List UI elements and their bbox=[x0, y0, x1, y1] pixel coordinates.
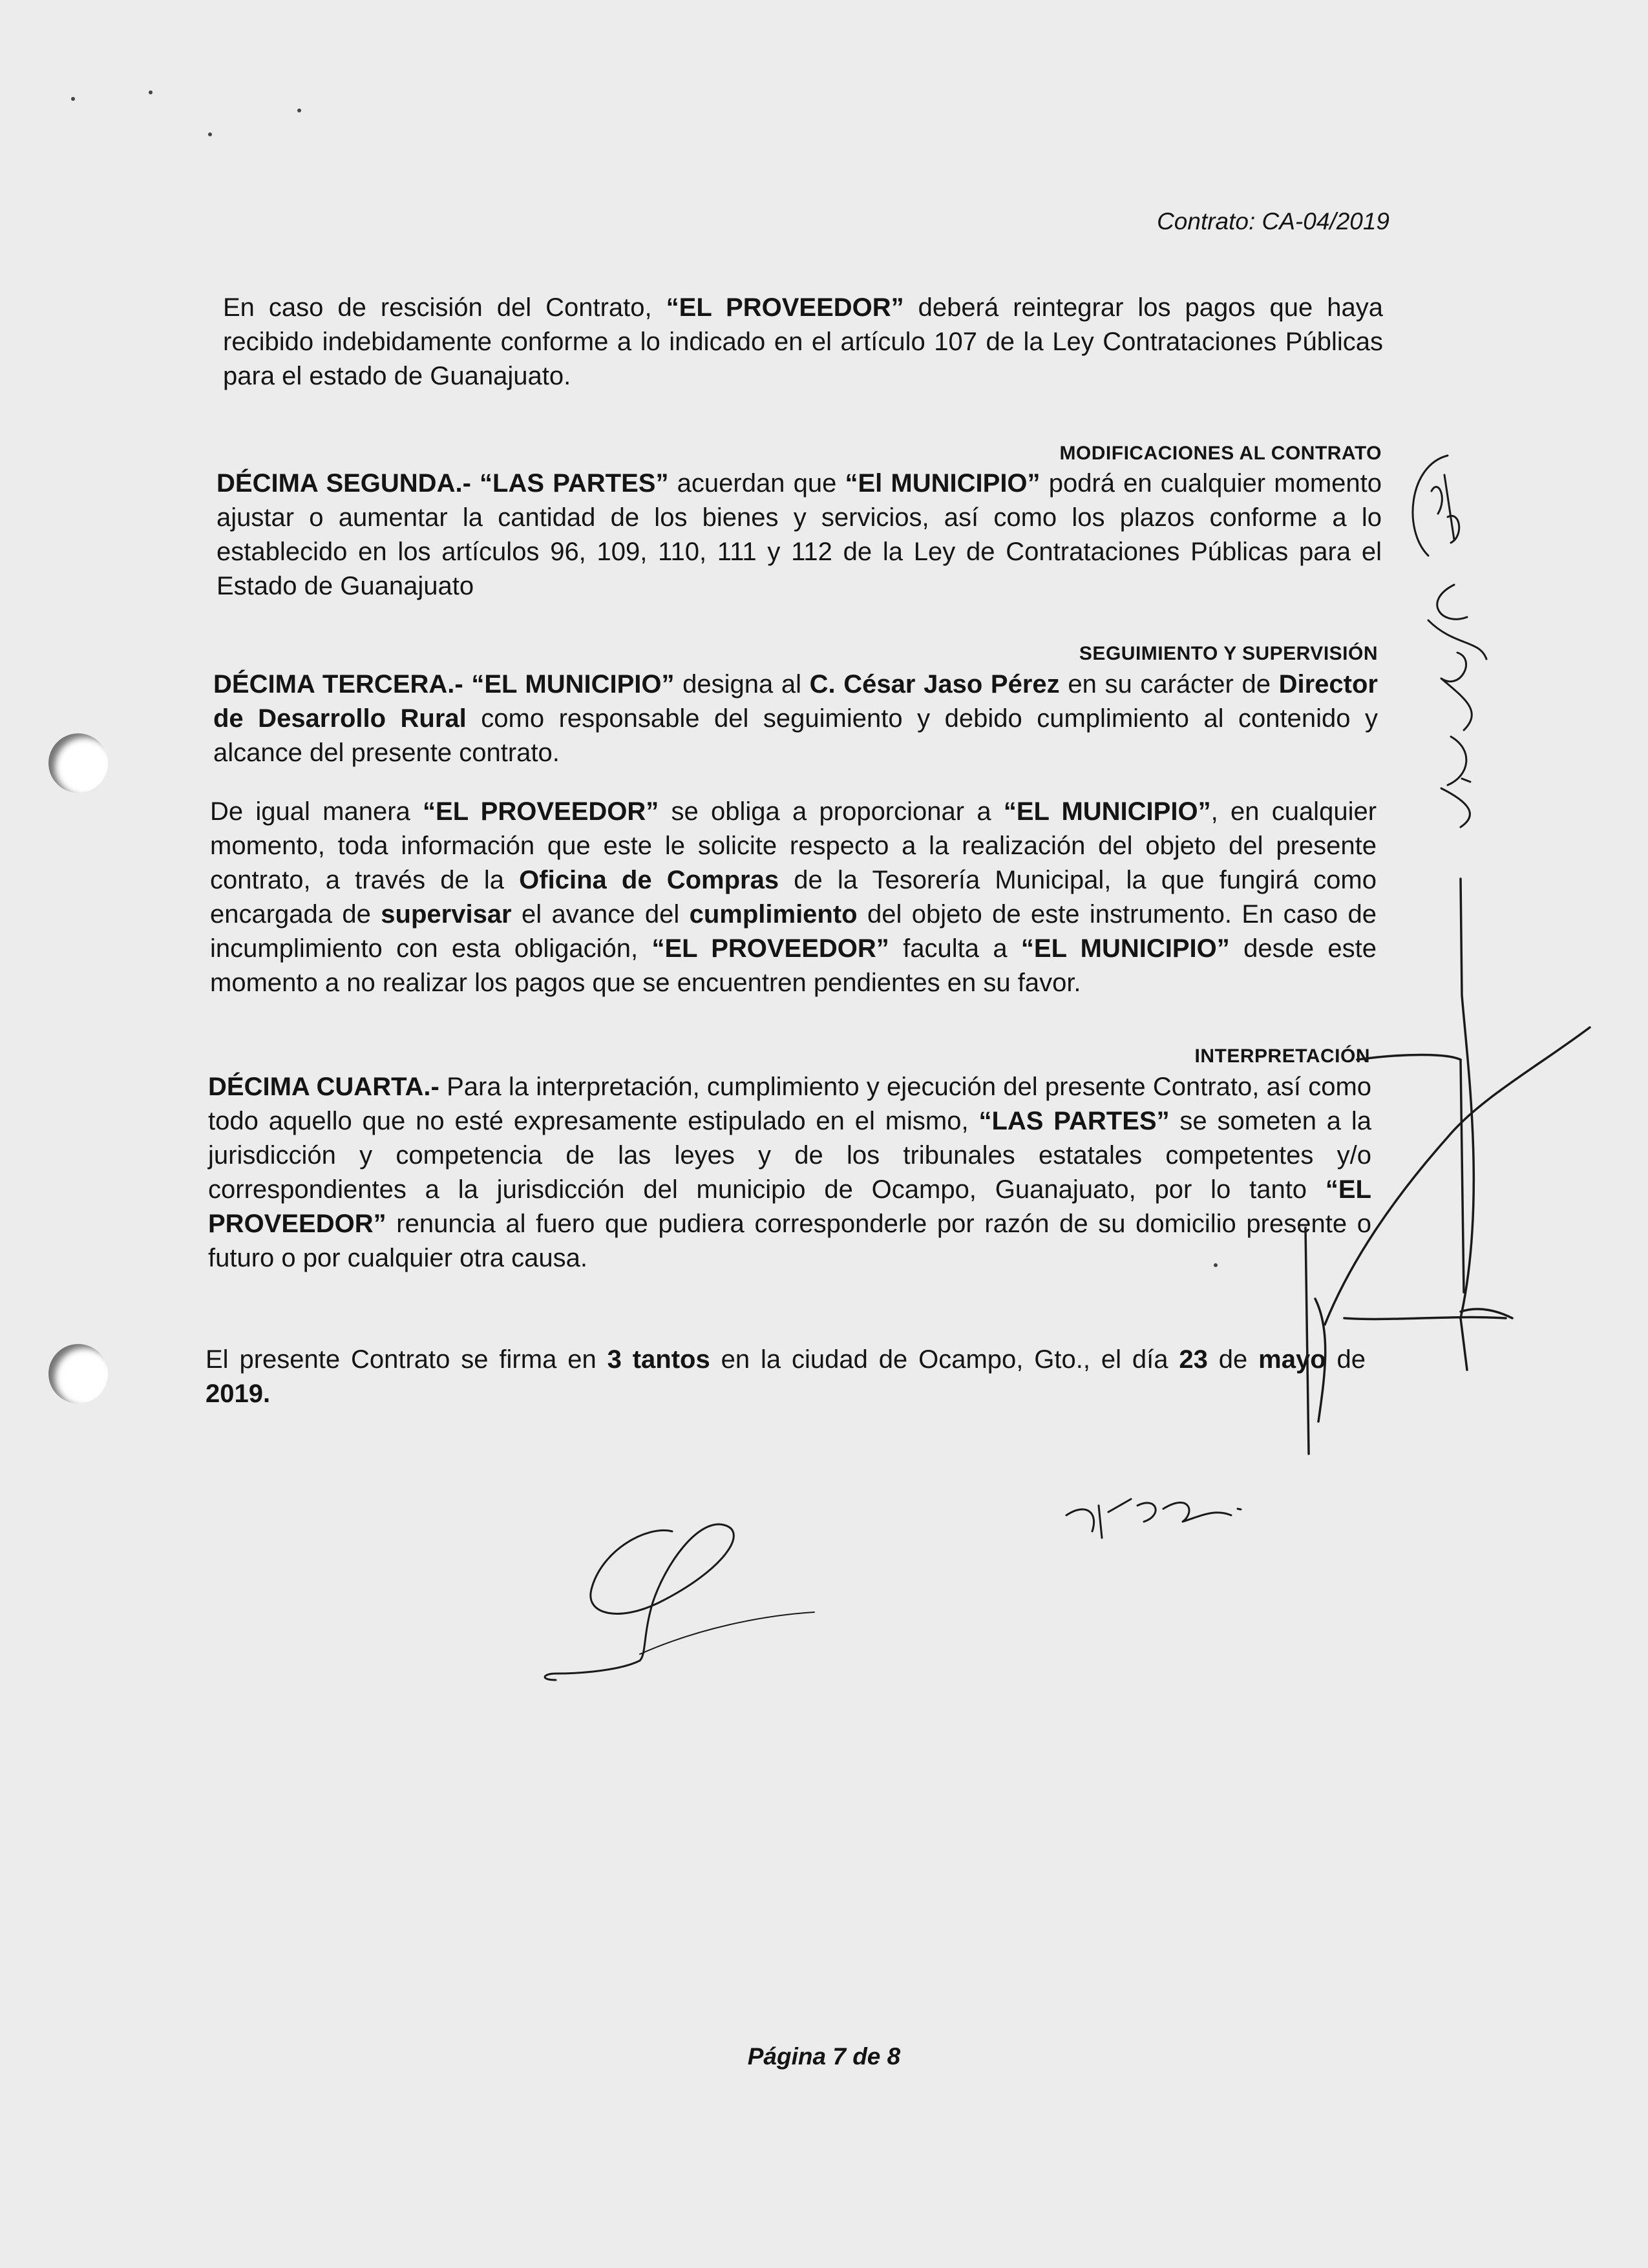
rescission-paragraph: En caso de rescisión del Contrato, “EL PROVEEDOR” deberá reintegrar los pagos que haya recibido indebidamente conforme a lo indicado en el artículo 107 de la Ley Contrataciones Públicas para el estado de Guanajuato. bbox=[223, 293, 1383, 390]
margin-signature bbox=[1413, 456, 1486, 827]
lower-signature bbox=[545, 1524, 814, 1680]
clause-decima-tercera: DÉCIMA TERCERA.- “EL MUNICIPIO” designa al C. César Jaso Pérez en su carácter de Director de Desarrollo Rural como responsable del seguimiento y debido cumplimiento al contenido y alcance del presente contrato. bbox=[213, 670, 1378, 767]
contract-number: Contrato: CA-04/2019 bbox=[1157, 208, 1389, 235]
page-footer: Página 7 de 8 bbox=[747, 2043, 901, 2070]
closing-paragraph: El presente Contrato se firma en 3 tantos en la ciudad de Ocampo, Gto., el día 23 de mayo de 2019. bbox=[206, 1345, 1366, 1408]
initials-signature bbox=[1066, 1499, 1241, 1538]
clause-decima-cuarta: DÉCIMA CUARTA.- Para la interpretación, cumplimiento y ejecución del presente Contrato, así como todo aquello que no esté expresamente estipulado en el mismo, “LAS PARTES” se someten a la jurisdicción y competencia de las leyes y de los tribunales estatales competentes y/o correspondientes a la jurisdicción del municipio de Ocampo, Guanajuato, por lo tanto “EL PROVEEDOR” renuncia al fuero que pudiera corresponderle por razón de su domicilio presente o futuro o por cualquier otra causa. bbox=[208, 1073, 1372, 1272]
clause-decima-tercera-paragraph-2: De igual manera “EL PROVEEDOR” se obliga a proporcionar a “EL MUNICIPIO”, en cualquier momento, toda información que este le solicite respecto a la realización del objeto del presente contrato, a través de la Oficina de Compras de la Tesorería Municipal, la que fungirá como encargada de supervisar el avance del cumplimiento del objeto de este instrumento. En caso de incumplimiento con esta obligación, “EL PROVEEDOR” faculta a “EL MUNICIPIO” desde este momento a no realizar los pagos que se encuentren pendientes en su favor. bbox=[210, 797, 1377, 997]
cross-out-strokes bbox=[1305, 879, 1590, 1454]
clause-decima-segunda: DÉCIMA SEGUNDA.- “LAS PARTES” acuerdan que “El MUNICIPIO” podrá en cualquier momento ajustar o aumentar la cantidad de los bienes y servicios, así como los plazos conforme a lo establecido en los artículos 96, 109, 110, 111 y 112 de la Ley de Contrataciones Públicas para el Estado de Guanajuato bbox=[217, 469, 1382, 600]
heading-interpretacion: INTERPRETACIÓN bbox=[1194, 1045, 1370, 1067]
heading-seguimiento: SEGUIMIENTO Y SUPERVISIÓN bbox=[1079, 643, 1378, 664]
heading-modificaciones: MODIFICACIONES AL CONTRATO bbox=[1059, 443, 1382, 464]
